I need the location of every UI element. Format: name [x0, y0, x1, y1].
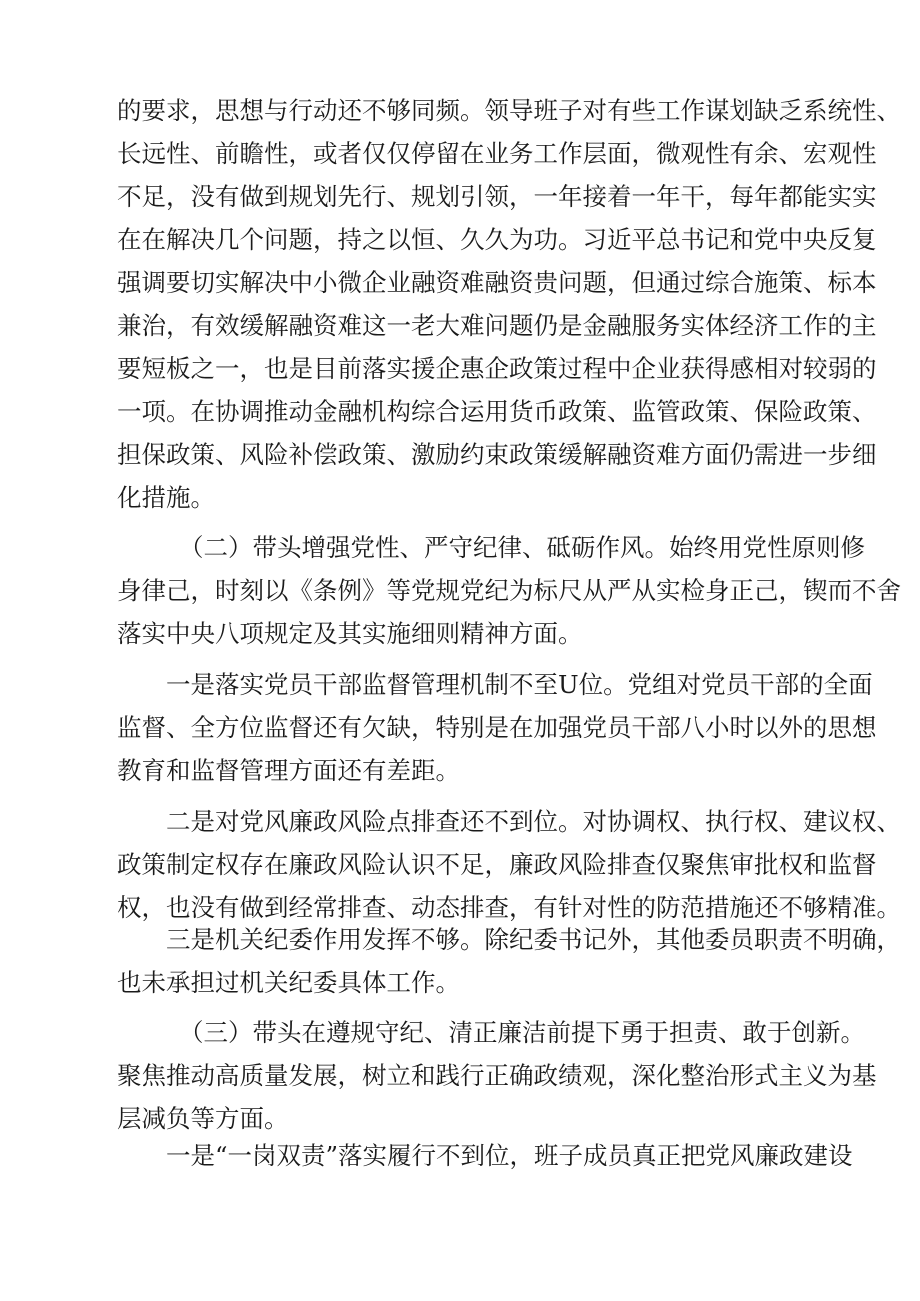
text-line: 长远性、前瞻性，或者仅仅停留在业务工作层面，微观性有余、宏观性: [117, 139, 877, 168]
text-line: 一项。在协调推动金融机构综合运用货币政策、监管政策、保险政策、: [117, 397, 877, 426]
text-line: 也未承担过机关纪委具体工作。: [117, 968, 460, 997]
text-line: 教育和监督管理方面还有差距。: [117, 756, 460, 785]
text-line: 在在解决几个问题，持之以恒、久久为功。习近平总书记和党中央反复: [117, 225, 877, 254]
text-line: 层减负等方面。: [117, 1104, 289, 1133]
text-line: 聚焦推动高质量发展，树立和践行正确政绩观，深化整治形式主义为基: [117, 1061, 877, 1090]
text-line: 不足，没有做到规划先行、规划引领，一年接着一年干，每年都能实实: [117, 182, 877, 211]
text-line: 身律己，时刻以《条例》等党规党纪为标尺从严从实检身正己，锲而不舍: [117, 576, 901, 605]
text-line: 二是对党风廉政风险点排查还不到位。对协调权、执行权、建议权、: [166, 807, 901, 836]
text-line: 的要求，思想与行动还不够同频。领导班子对有些工作谋划缺乏系统性、: [117, 96, 901, 125]
text-line: 要短板之一，也是目前落实援企惠企政策过程中企业获得感相对较弱的: [117, 354, 877, 383]
text-line: 担保政策、风险补偿政策、激励约束政策缓解融资难方面仍需进一步细: [117, 440, 877, 469]
text-line: 一是落实党员干部监督管理机制不至U位。党组对党员干部的全面: [166, 670, 873, 699]
text-line: 监督、全方位监督还有欠缺，特别是在加强党员干部八小时以外的思想: [117, 713, 877, 742]
text-line: 政策制定权存在廉政风险认识不足，廉政风险排查仅聚焦审批权和监督: [117, 850, 877, 879]
text-line: 权，也没有做到经常排查、动态排查，有针对性的防范措施还不够精准。: [117, 893, 901, 922]
text-line: （二）带头增强党性、严守纪律、砥砺作风。始终用党性原则修: [179, 533, 865, 562]
text-line: 强调要切实解决中小微企业融资难融资贵问题，但通过综合施策、标本: [117, 268, 877, 297]
text-line: 兼治，有效缓解融资难这一老大难问题仍是金融服务实体经济工作的主: [117, 311, 877, 340]
text-line: 落实中央八项规定及其实施细则精神方面。: [117, 619, 583, 648]
text-line: （三）带头在遵规守纪、清正廉洁前提下勇于担责、敢于创新。: [179, 1018, 865, 1047]
text-line: 三是机关纪委作用发挥不够。除纪委书记外，其他委员职责不明确，: [166, 925, 901, 954]
text-line: 化措施。: [117, 483, 215, 512]
text-line: 一是“一岗双责”落实履行不到位，班子成员真正把党风廉政建设: [166, 1141, 853, 1170]
